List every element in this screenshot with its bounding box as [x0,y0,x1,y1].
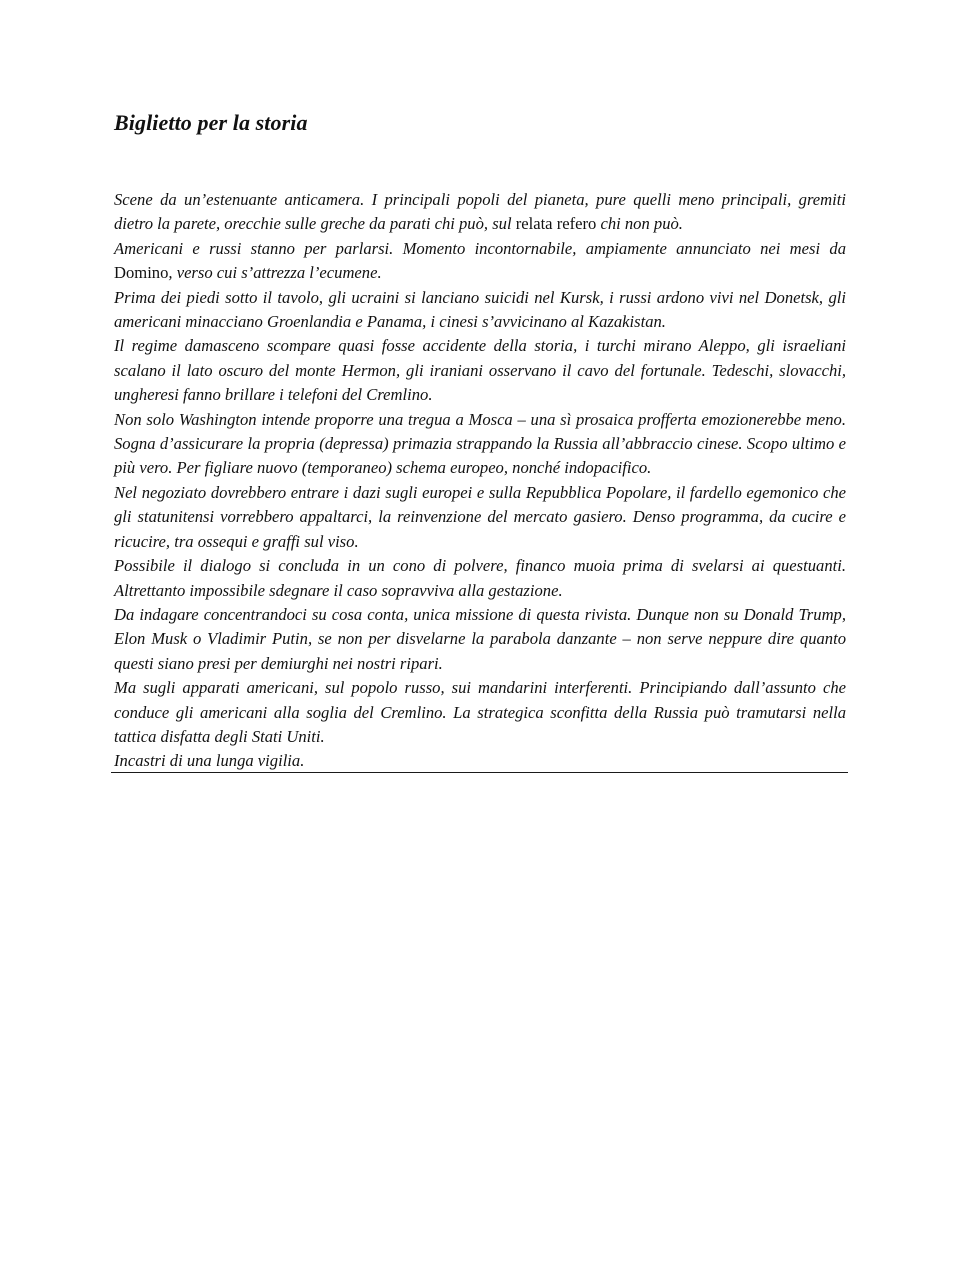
paragraph [114,334,846,407]
paragraph [114,237,846,286]
paragraph [114,749,846,773]
document-body [114,188,846,774]
paragraph-text: Possibile il dialogo si concluda in un cono di polvere, financo muoia prima di svelarsi ai questuanti. Altrettanto impossibile sdegnare il caso sopravviva alla gestazione. [114,556,846,600]
paragraph-text: Il regime damasceno scompare quasi fosse accidente della storia, i turchi mirano Aleppo, gli israeliani scalano il lato oscuro del monte Hermon, gli iraniani osservano il cavo del fortunale. Tedeschi, slovacchi, ungheresi fanno brillare i telefoni del Cremlino. [114,336,846,405]
paragraph-text: , verso cui s’attrezza l’ecumene. [168,263,382,283]
document-title: Biglietto per la storia [114,110,308,135]
paragraph-text: Americani e russi stanno per parlarsi. Momento incontornabile, ampiamente annunciato nei mesi da [114,238,846,258]
paragraph-text: Prima dei piedi sotto il tavolo, gli ucraini si lanciano suicidi nel Kursk, i russi ardono vivi nel Donetsk, gli americani minacciano Groenlandia e Panama, i cinesi s’avvicinano al Kazakistan. [114,287,846,332]
paragraph-text: Ma sugli apparati americani, sul popolo russo, sui mandarini interferenti. Principiando dall’assunto che conduce gli americani alla soglia del Cremlino. La strategica sconfitta della Russia può tramutarsi nella tattica disfatta degli Stati Uniti. [114,678,846,746]
paragraph-text: Non solo Washington intende proporre una tregua a Mosca – una sì prosaica profferta emozionerebbe meno. Sogna d’assicurare la propria (depressa) primazia strappando la Russia all’abbraccio cinese. Scopo ultimo e più vero. Per figliare nuovo (temporaneo) schema europeo, nonché indopacifico. [114,409,846,478]
publication-name: Domino [114,263,169,283]
paragraph [114,603,846,676]
paragraph [114,188,846,237]
paragraph-text: Da indagare concentrandoci su cosa conta, unica missione di questa rivista. Dunque non su Donald Trump, Elon Musk o Vladimir Putin, se non per disvelarne la parabola danzante – non serve neppure dire quanto questi siano presi per demiurghi nei nostri ripari. [114,604,846,673]
paragraph-text: Incastri di una lunga vigilia. [114,751,305,771]
paragraph [114,554,846,603]
latin-phrase: relata refero [515,214,597,234]
paragraph-text: Nel negoziato dovrebbero entrare i dazi sugli europei e sulla Repubblica Popolare, il fardello egemonico che gli statunitensi vorrebbero appaltarci, la reinvenzione del mercato gasiero. Denso programma, da cucire e ricucire, tra ossequi e graffi sul viso. [114,482,846,551]
paragraph [114,481,846,554]
paragraph-text: Scene da un’estenuante anticamera. I principali popoli del pianeta, pure quelli meno principali, gremiti dietro la parete, orecchie sulle greche da parati chi può, sul [114,190,846,234]
paragraph [114,408,846,481]
paragraph [114,286,846,335]
horizontal-rule [111,772,848,773]
paragraph [114,676,846,749]
paragraph-text: chi non può. [596,214,683,234]
